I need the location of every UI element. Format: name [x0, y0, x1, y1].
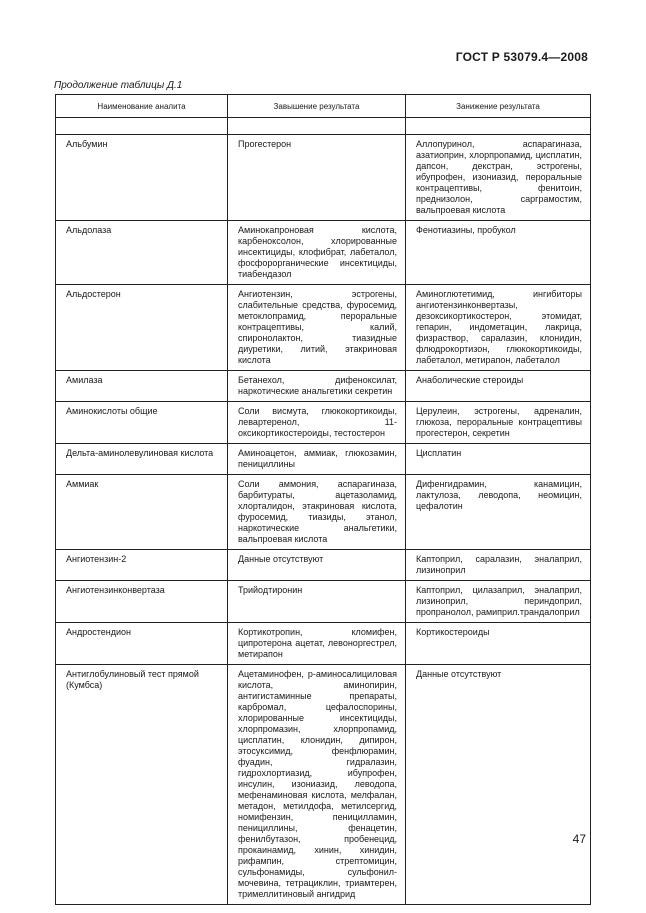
decrease-cell: Каптоприл, саралазин, эналаприл, лизиноприл — [406, 550, 591, 581]
analyte-name-cell: Амилаза — [56, 371, 228, 402]
table-row — [56, 550, 591, 581]
increase-cell: Прогестерон — [228, 135, 406, 221]
analyte-name-cell: Аммиак — [56, 475, 228, 550]
spacer-cell — [56, 118, 228, 135]
decrease-cell: Цисплатин — [406, 444, 591, 475]
column-header-increase: Завышение результата — [228, 95, 406, 118]
column-header-analyte: Наименование аналита — [56, 95, 228, 118]
table-row — [56, 444, 591, 475]
table-caption: Продолжение таблицы Д.1 — [54, 80, 183, 91]
analyte-name-cell: Аминокислоты общие — [56, 402, 228, 444]
spacer-cell — [228, 118, 406, 135]
table-header-row — [56, 95, 591, 118]
table-row — [56, 135, 591, 221]
document-standard-number: ГОСТ Р 53079.4—2008 — [455, 50, 588, 64]
increase-cell: Ангиотензин, эстрогены, слабительные средства, фуросемид, метоклопрамид, пероральные контрацептивы, калий, спиронолактон, тиазидные диуретики, литий, этакриновая кислота — [228, 285, 406, 371]
increase-cell: Данные отсутствуют — [228, 550, 406, 581]
table-spacer-row — [56, 118, 591, 135]
increase-cell: Соли висмута, глюкокортикоиды, левартеренол, 11-оксикортикостероиды, тестостерон — [228, 402, 406, 444]
increase-cell: Аминокапроновая кислота, карбеноксолон, хлорированные инсектициды, клофибрат, лабеталол, фосфорорганические инсектициды, тиабендазол — [228, 221, 406, 285]
analyte-interference-table — [55, 94, 591, 905]
decrease-cell: Анаболические стероиды — [406, 371, 591, 402]
decrease-cell: Дифенгидрамин, канамицин, лактулоза, леводопа, неомицин, цефалотин — [406, 475, 591, 550]
table-row — [56, 581, 591, 623]
spacer-cell — [406, 118, 591, 135]
analyte-name-cell: Ангиотензин-2 — [56, 550, 228, 581]
increase-cell: Бетанехол, дифеноксилат, наркотические анальгетики секретин — [228, 371, 406, 402]
table-row — [56, 623, 591, 665]
decrease-cell: Каптоприл, цилазаприл, эналаприл, лизиноприл, периндоприл, пропранолол, рамиприл.трандалоприл — [406, 581, 591, 623]
table-row — [56, 221, 591, 285]
analyte-name-cell: Альбумин — [56, 135, 228, 221]
table-row — [56, 402, 591, 444]
analyte-name-cell: Альдолаза — [56, 221, 228, 285]
analyte-name-cell: Дельта-аминолевулиновая кислота — [56, 444, 228, 475]
decrease-cell: Кортикостероиды — [406, 623, 591, 665]
increase-cell: Аминоацетон, аммиак, глюкозамин, пенициллины — [228, 444, 406, 475]
analyte-name-cell: Андростендион — [56, 623, 228, 665]
increase-cell: Ацетаминофен, р-аминосалициловая кислота, аминопирин, антигистаминные препараты, карбромал, цефалоспорины, хлорированные инсектициды, хлорпромазин, хлорпропамид, цисплатин, клонидин, дипирон, этосуксимид, фенфлюрамин, фуадин, гидралазин, гидрохлортиазид, ибупрофен, инсулин, изониазид, леводопа, мефенаминовая кислота, мелфалан, метадон, метилдофа, метилсергид, номифензин, пеницилламин, пенициллины, фенацетин, фенилбутазон, пробенецид, прокаинамид, хинин, хинидин, рифампин, стрептомицин, сульфонамиды, сульфонил-мочевина, тетрациклин, триамтерен, тримеллитиновый ангидрид — [228, 665, 406, 905]
analyte-name-cell: Альдостерон — [56, 285, 228, 371]
decrease-cell: Аллопуринол, аспарагиназа, азатиоприн, хлорпропамид, цисплатин, дапсон, декстран, эстрогены, ибупрофен, изониазид, пероральные контрацептивы, фенитоин, преднизолон, сарграмостим, вальпроевая кислота — [406, 135, 591, 221]
table-row — [56, 371, 591, 402]
table-row — [56, 285, 591, 371]
decrease-cell: Церулеин, эстрогены, адреналин, глюкоза, пероральные контрацептивы прогестерон, секретин — [406, 402, 591, 444]
increase-cell: Соли аммония, аспарагиназа, барбитураты, ацетазоламид, хлорталидон, этакриновая кислота, фуросемид, тиазиды, этанол, наркотические анальгетики, вальпроевая кислота — [228, 475, 406, 550]
table-row — [56, 665, 591, 905]
analyte-name-cell: Антиглобулиновый тест прямой (Кумбса) — [56, 665, 228, 905]
decrease-cell: Фенотиазины, пробукол — [406, 221, 591, 285]
increase-cell: Кортикотропин, кломифен, ципротерона ацетат, левоноргестрел, метирапон — [228, 623, 406, 665]
increase-cell: Трийодтиронин — [228, 581, 406, 623]
table-row — [56, 475, 591, 550]
page-number: 47 — [572, 832, 586, 846]
decrease-cell: Аминоглютетимид, ингибиторы ангиотензинконвертазы, дезоксикортикостерон, этомидат, гепарин, индометацин, лакрица, физраствор, саралазин, клонидин, флюдрокортизон, глюкокортикоиды, лабеталол, метирапон, лабеталол — [406, 285, 591, 371]
analyte-name-cell: Ангиотензинконвертаза — [56, 581, 228, 623]
decrease-cell: Данные отсутствуют — [406, 665, 591, 905]
column-header-decrease: Занижение результата — [406, 95, 591, 118]
